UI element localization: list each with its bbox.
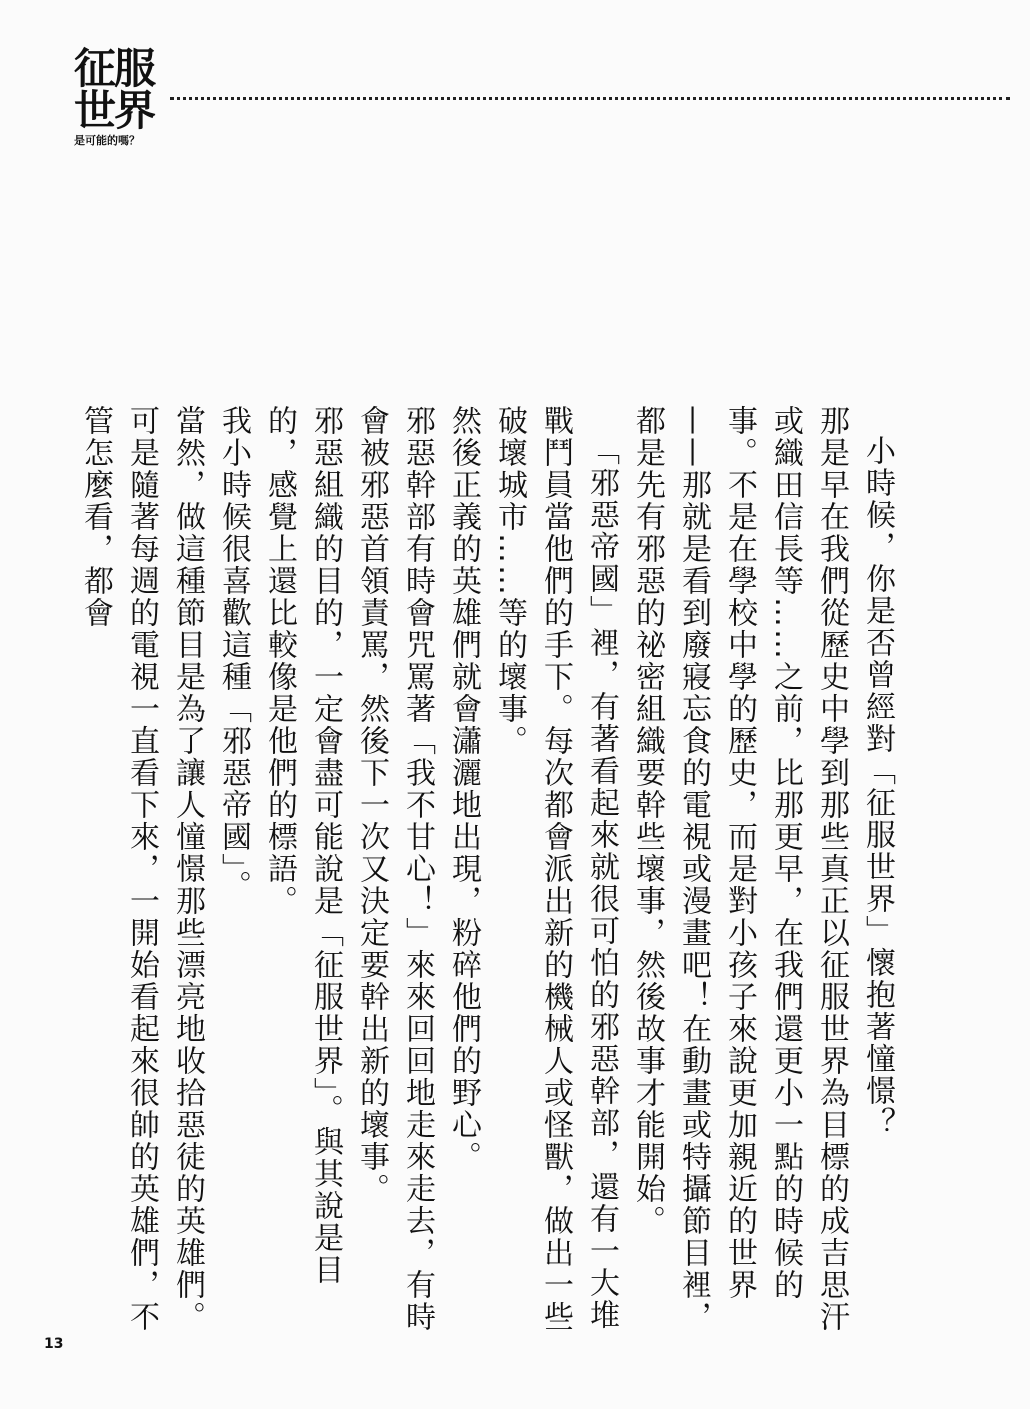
paragraph-7: 我小時候很喜歡這種「邪惡帝國」。 bbox=[216, 405, 251, 902]
paragraph-3: 「邪惡帝國」裡，有著看起來就很可怕的邪惡幹部，還有一大堆戰鬥員當他們的手下。每次都會派出新的機械人或怪獸，做出一些破壞城市……等的壞事。 bbox=[492, 405, 619, 1333]
paragraph-4: 然後正義的英雄們就會瀟灑地出現，粉碎他們的野心。 bbox=[446, 405, 481, 1173]
vertical-body-text bbox=[72, 405, 900, 1335]
logo-title-line-2: 世界 bbox=[74, 86, 155, 135]
logo-title-line-1: 征服 bbox=[74, 44, 155, 93]
paragraph-5: 邪惡幹部有時會咒罵著「我不甘心！」來來回回地走來走去，有時會被邪惡首領責罵，然後下一次又決定要幹出新的壞事。 bbox=[354, 405, 435, 1333]
chapter-logo bbox=[74, 44, 174, 148]
paragraph-2: 那是早在我們從歷史中學到那些真正以征服世界為目標的成吉思汗或織田信長等……之前，比那更早，在我們還更小一點的時候的事。不是在學校中學的歷史，而是對小孩子來說更加親近的世界——那就是看到廢寢忘食的電視或漫畫吧！在動畫或特攝節目裡，都是先有邪惡的祕密組織要幹些壞事，然後故事才能開始。 bbox=[630, 405, 849, 1333]
logo-subtitle: 是可能的嗎？ bbox=[74, 134, 140, 147]
paragraph-1: 小時候，你是否曾經對「征服世界」懷抱著憧憬？ bbox=[860, 435, 895, 1139]
paragraph-8: 當然，做這種節目是為了讓人憧憬那些漂亮地收拾惡徒的英雄們。可是隨著每週的電視一直看下來，一開始看起來很帥的英雄們，不管怎麼看，都會 bbox=[78, 405, 205, 1333]
paragraph-6: 邪惡組織的目的，一定會盡可能說是「征服世界」。與其說是目的，感覺上還比較像是他們的標語。 bbox=[262, 405, 343, 1286]
page-number: 13 bbox=[44, 1336, 64, 1352]
header-dotted-rule bbox=[170, 97, 1010, 100]
